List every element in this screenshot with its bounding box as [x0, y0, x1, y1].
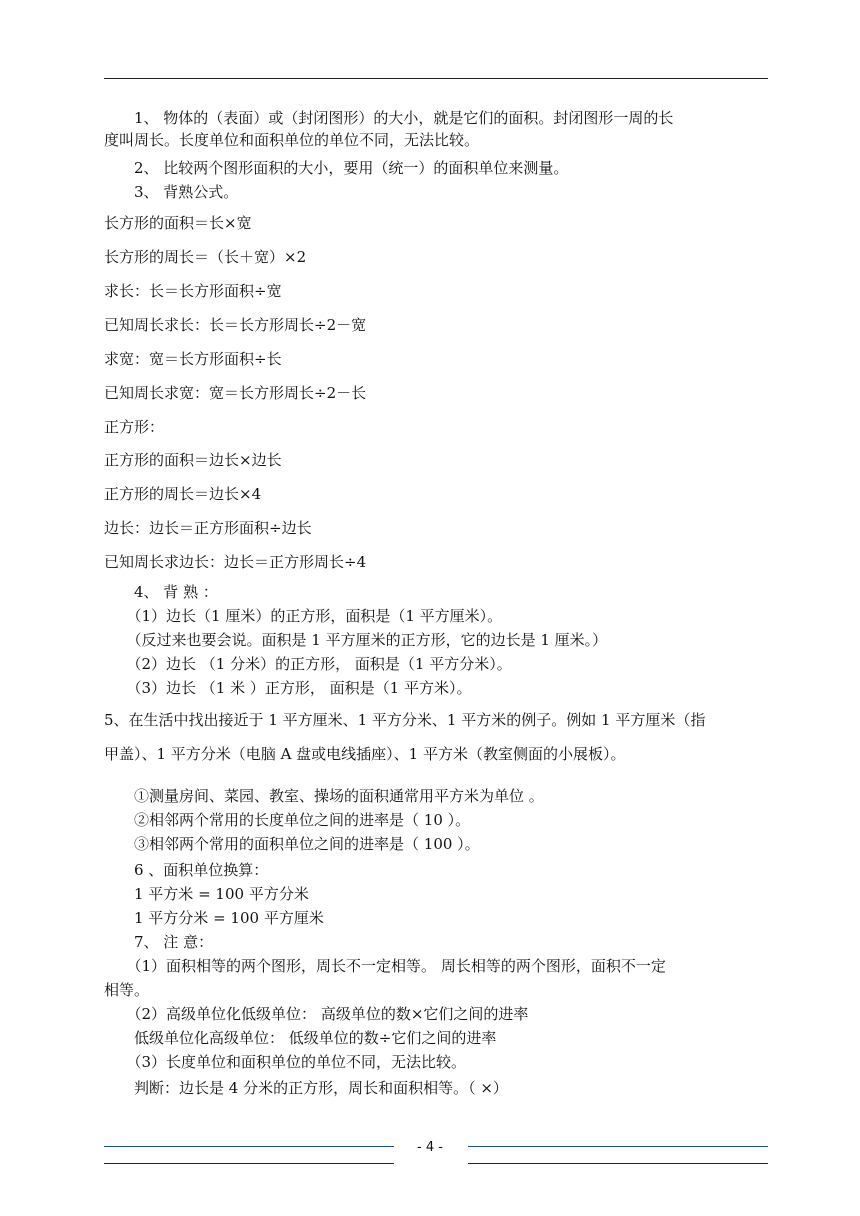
- text-line: ②相邻两个常用的长度单位之间的进率是（ 10 ）。: [104, 811, 471, 829]
- text-line: 正方形的面积＝边长×边长: [104, 451, 282, 469]
- footer-rule-left-bottom: [104, 1163, 394, 1164]
- text-line: 5、在生活中找出接近于 1 平方厘米、1 平方分米、1 平方米的例子。例如 1 平方厘米（指: [104, 711, 706, 729]
- text-line: （反过来也要会说。面积是 1 平方厘米的正方形，它的边长是 1 厘米。）: [104, 631, 608, 649]
- text-line: 6 、面积单位换算：: [104, 861, 269, 879]
- text-line: （3）边长 （1 米 ）正方形， 面积是（1 平方米）。: [104, 679, 472, 697]
- text-line: 度叫周长。长度单位和面积单位的单位不同，无法比较。: [104, 131, 480, 149]
- text-line: 判断：边长是 4 分米的正方形，周长和面积相等。（ ×）: [104, 1079, 508, 1097]
- text-line: 3、 背熟公式。: [104, 183, 239, 201]
- text-line: 正方形的周长＝边长×4: [104, 485, 262, 503]
- text-line: 长方形的周长＝（长＋宽）×2: [104, 248, 307, 266]
- text-line: 求长：长＝长方形面积÷宽: [104, 282, 282, 300]
- text-line: 甲盖）、1 平方分米（电脑 A 盘或电线插座）、1 平方米（教室侧面的小展板）。: [104, 745, 626, 763]
- text-line: 4、 背 熟 ：: [104, 583, 218, 601]
- text-line: 正方形：: [104, 418, 165, 436]
- footer-rule-right-bottom: [468, 1163, 768, 1164]
- text-line: 2、 比较两个图形面积的大小，要用（统一）的面积单位来测量。: [104, 159, 569, 177]
- footer-rule-right-top: [468, 1146, 768, 1147]
- text-line: （1）面积相等的两个图形，周长不一定相等。 周长相等的两个图形，面积不一定: [104, 957, 666, 975]
- text-line: （1）边长（1 厘米）的正方形，面积是（1 平方厘米）。: [104, 607, 503, 625]
- text-line: 求宽：宽＝长方形面积÷长: [104, 350, 282, 368]
- text-line: （2）边长 （1 分米）的正方形， 面积是（1 平方分米）。: [104, 655, 512, 673]
- text-line: ①测量房间、菜园、教室、操场的面积通常用平方米为单位 。: [104, 787, 544, 805]
- text-line: 1 平方分米 = 100 平方厘米: [104, 909, 324, 927]
- text-line: 1、 物体的（表面）或（封闭图形）的大小，就是它们的面积。封闭图形一周的长: [104, 109, 674, 127]
- text-line: 相等。: [104, 981, 150, 999]
- text-line: 已知周长求长：长＝长方形周长÷2－宽: [104, 316, 367, 334]
- footer-rule-left-top: [104, 1146, 394, 1147]
- text-line: 已知周长求边长：边长＝正方形周长÷4: [104, 553, 367, 571]
- text-line: 1 平方米 = 100 平方分米: [104, 885, 309, 903]
- text-line: 已知周长求宽：宽＝长方形周长÷2－长: [104, 384, 367, 402]
- text-line: （3）长度单位和面积单位的单位不同，无法比较。: [104, 1053, 467, 1071]
- text-line: 边长：边长＝正方形面积÷边长: [104, 519, 312, 537]
- text-line: ③相邻两个常用的面积单位之间的进率是（ 100 ）。: [104, 835, 480, 853]
- text-line: 低级单位化高级单位： 低级单位的数÷它们之间的进率: [104, 1029, 497, 1047]
- text-line: （2）高级单位化低级单位： 高级单位的数×它们之间的进率: [104, 1005, 529, 1023]
- text-line: 7、 注 意：: [104, 933, 214, 951]
- header-rule: [104, 78, 768, 79]
- text-line: 长方形的面积＝长×宽: [104, 214, 252, 232]
- page-number: - 4 -: [417, 1140, 443, 1155]
